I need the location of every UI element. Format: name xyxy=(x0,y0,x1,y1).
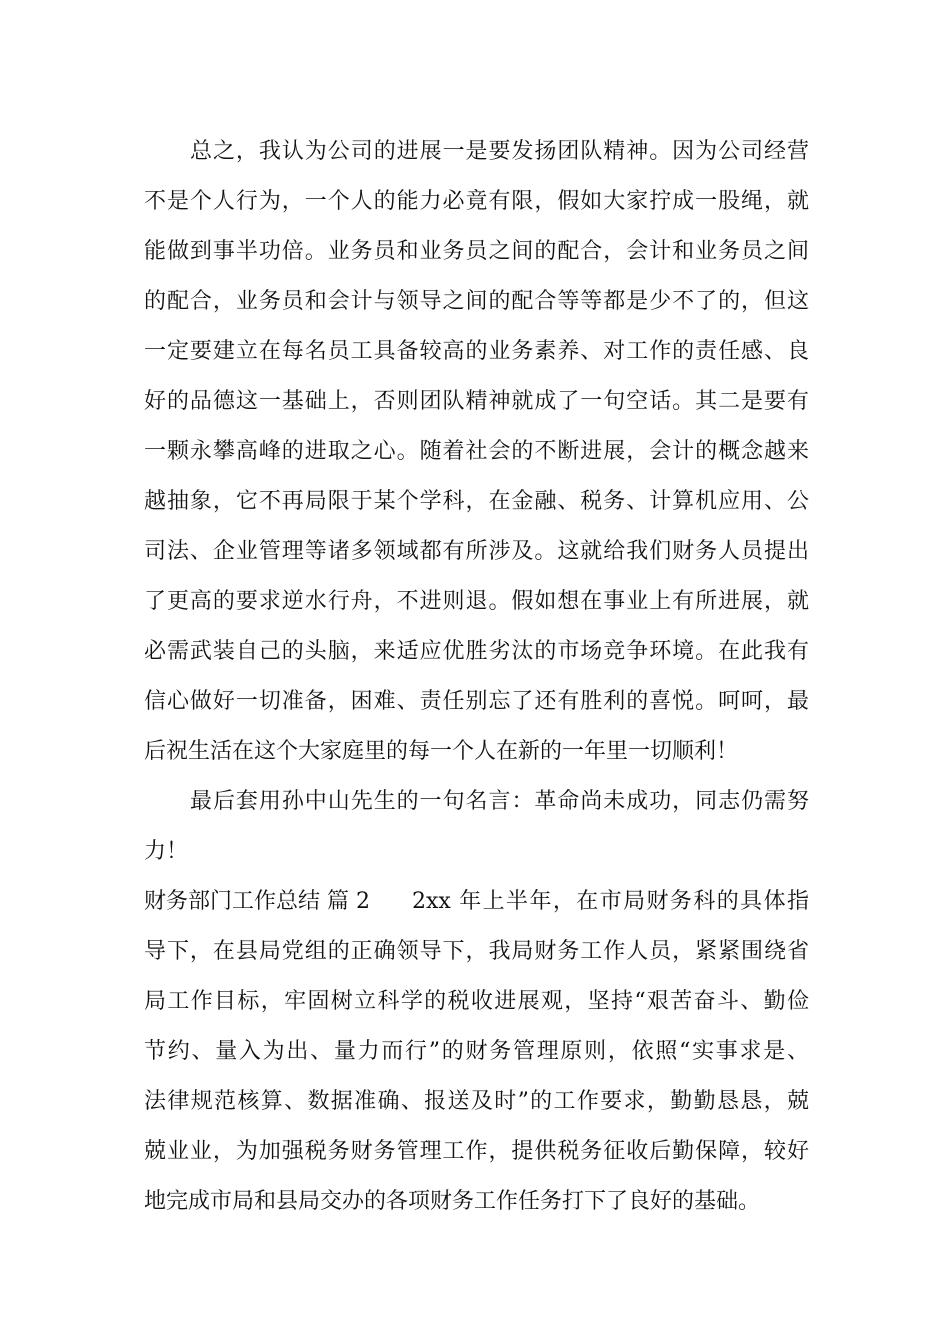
paragraph-line: 司法、企业管理等诸多领域都有所涉及。这就给我们财务人员提出 xyxy=(144,539,809,564)
paragraph-line: 地完成市局和县局交办的各项财务工作任务打下了良好的基础。 xyxy=(144,1189,761,1214)
paragraph-line: 最后套用孙中山先生的一句名言：革命尚未成功，同志仍需努 xyxy=(190,789,809,814)
paragraph-line: 信心做好一切准备，困难、责任别忘了还有胜利的喜悦。呵呵，最 xyxy=(144,689,809,714)
paragraph-line: 越抽象，它不再局限于某个学科，在金融、税务、计算机应用、公 xyxy=(144,489,809,514)
document-body xyxy=(144,127,809,1227)
paragraph-line: 一颗永攀高峰的进取之心。随着社会的不断进展，会计的概念越来 xyxy=(144,439,809,464)
paragraph-line: 兢业业，为加强税务财务管理工作，提供税务征收后勤保障，较好 xyxy=(144,1139,809,1164)
paragraph-line: 一定要建立在每名员工具备较高的业务素养、对工作的责任感、良 xyxy=(144,339,809,364)
paragraph-line: 后祝生活在这个大家庭里的每一个人在新的一年里一切顺利！ xyxy=(144,739,739,764)
paragraph-line: 总之，我认为公司的进展一是要发扬团队精神。因为公司经营 xyxy=(190,139,809,164)
paragraph-line: 局工作目标，牢固树立科学的税收进展观，坚持“艰苦奋斗、勤俭 xyxy=(144,989,809,1014)
paragraph-line: 的配合，业务员和会计与领导之间的配合等等都是少不了的，但这 xyxy=(144,289,809,314)
paragraph-line: 不是个人行为，一个人的能力必竟有限，假如大家拧成一股绳，就 xyxy=(144,189,809,214)
paragraph-line: 法律规范核算、数据准确、报送及时”的工作要求，勤勤恳恳，兢 xyxy=(144,1089,809,1114)
paragraph-line: 导下，在县局党组的正确领导下，我局财务工作人员，紧紧围绕省 xyxy=(144,939,809,964)
paragraph-line: 好的品德这一基础上，否则团队精神就成了一句空话。其二是要有 xyxy=(144,389,809,414)
paragraph-line: 节约、量入为出、量力而行”的财务管理原则，依照“实事求是、 xyxy=(144,1039,809,1064)
paragraph-line: 力！ xyxy=(144,839,189,864)
paragraph-line: 能做到事半功倍。业务员和业务员之间的配合，会计和业务员之间 xyxy=(144,239,809,264)
section-heading: 财务部门工作总结 篇 2 xyxy=(144,889,370,914)
paragraph-line: 2xx 年上半年，在市局财务科的具体指 xyxy=(411,889,809,914)
section-heading-line xyxy=(144,877,809,927)
paragraph-line: 必需武装自己的头脑，来适应优胜劣汰的市场竞争环境。在此我有 xyxy=(144,639,809,664)
paragraph-line: 了更高的要求逆水行舟，不进则退。假如想在事业上有所进展，就 xyxy=(144,589,809,614)
